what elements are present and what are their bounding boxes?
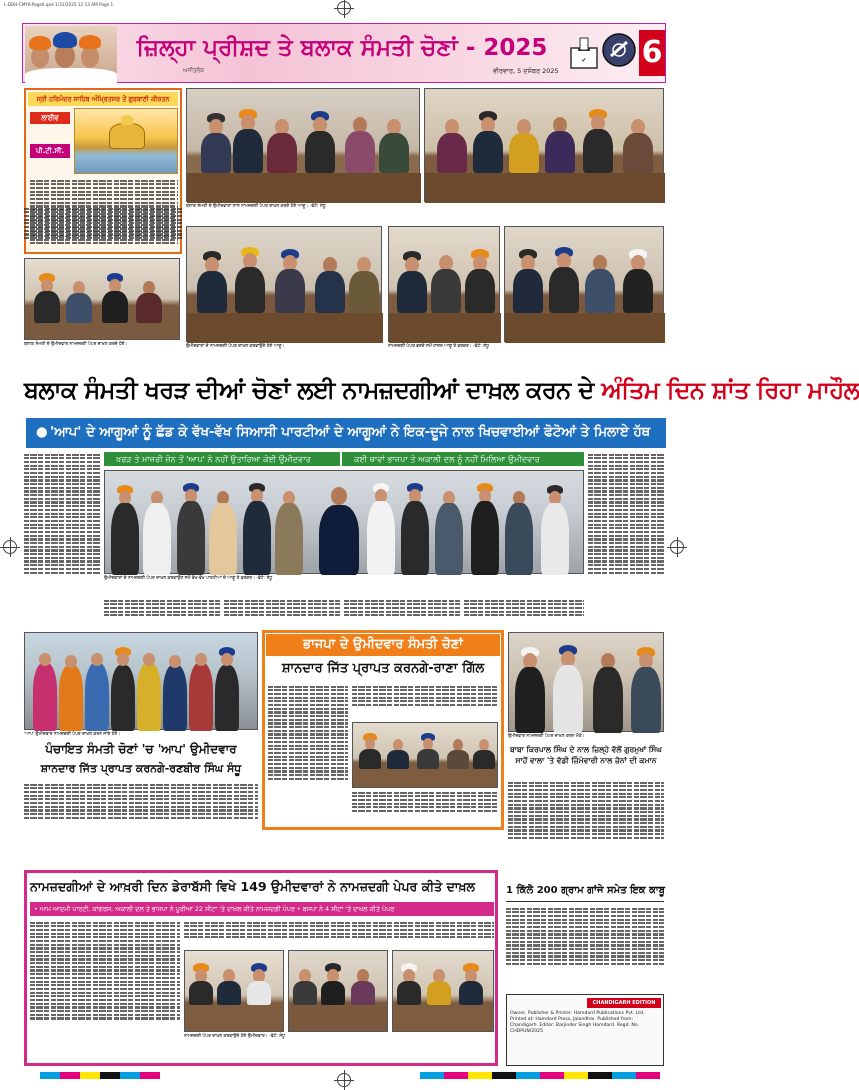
masthead-title: ਜ਼ਿਲ੍ਹਾ ਪ੍ਰੀਸ਼ਦ ਤੇ ਬਲਾਕ ਸੰਮਤੀ ਚੋਣਾਂ - 2025 <box>136 35 548 61</box>
main-story-column-mid2 <box>224 598 340 626</box>
aap-story-text <box>24 782 258 834</box>
derabassi-text-left <box>30 920 180 1062</box>
svg-text:✔: ✔ <box>581 57 587 64</box>
main-story-column-mid3 <box>344 598 460 626</box>
ad-banner: ਸ੍ਰੀ ਹਰਿਮੰਦਰ ਸਾਹਿਬ ਅੰਮ੍ਰਿਤਸਰ ਤੋਂ ਗੁਰਬਾਣੀ ਕੀਰਤਨ <box>28 92 178 106</box>
registration-mark-icon <box>337 1 351 15</box>
bjp-story-text-left <box>268 684 348 824</box>
publication-name: ਅਜੀਤਲੋਕ <box>183 68 204 74</box>
main-headline-part2: ਅੰਤਿਮ ਦਿਨ ਸ਼ਾਂਤ ਰਿਹਾ ਮਾਹੌਲ <box>601 376 859 404</box>
photo-nomination-office-1 <box>186 88 420 202</box>
caption-section3-left: 'ਆਪ' ਉਮੀਦਵਾਰ ਨਾਮਜ਼ਦਗੀ ਪੇਪਰ ਦਾਖ਼ਲ ਕਰਨ ਜਾਂਦੇ ਹੋਏ। <box>24 732 121 737</box>
photo-candidates-right-2 <box>504 226 664 342</box>
main-headline-part1: ਬਲਾਕ ਸੰਮਤੀ ਖਰੜ ਦੀਆਂ ਚੋਣਾਂ ਲਈ ਨਾਮਜ਼ਦਗੀਆਂ ਦਾਖ਼ਲ ਕਰਨ ਦੇ <box>24 376 602 404</box>
voting-stamp-icon <box>601 32 637 68</box>
photo-nomination-office-2 <box>424 88 664 202</box>
photo-derabassi-2 <box>288 950 388 1032</box>
golden-temple-image <box>74 108 178 174</box>
photo-derabassi-3 <box>392 950 494 1032</box>
slug-line: L-DDH-CMYK-Page6.qxd 1/31/2025 12:13 AM Page 1 <box>4 2 114 7</box>
caption-top-row: ਬਲਾਕ ਸੰਮਤੀ ਦੇ ਉਮੀਦਵਾਰਾਂ ਨਾਲ ਨਾਮਜ਼ਦਗੀ ਪੇਪਰ ਦਾਖ਼ਲ ਕਰਦੇ ਹੋਏ ਆਗੂ। -ਫੋਟੋ: ਸੰਧੂ <box>186 204 326 209</box>
photo-candidates-left <box>24 258 180 340</box>
issue-date: ਵੀਰਵਾਰ, 5 ਦਸੰਬਰ 2025 <box>493 67 559 75</box>
leader-portraits <box>25 26 117 82</box>
registration-mark-icon <box>3 540 17 554</box>
ganja-story-text <box>506 906 664 990</box>
derabassi-subline: • ਆਮ ਆਦਮੀ ਪਾਰਟੀ, ਕਾਂਗਰਸ, ਅਕਾਲੀ ਦਲ ਤੇ ਭਾਜਪਾ ਨੇ ਪੂਰੀਆਂ 22 ਸੀਟਾਂ 'ਤੇ ਦਾਖ਼ਲ ਕੀਤੇ ਨਾਮਜ਼ਦਗੀ ਪੇਪਰ • ਬਸਪਾ ਨੇ 4 ਸੀਟਾਂ 'ਤੇ ਦਾਖ਼ਲ ਕੀਤੇ ਪੇਪਰ <box>30 902 494 916</box>
color-calibration-bar-left <box>40 1072 160 1079</box>
photo-party-leaders-group <box>104 470 584 574</box>
derabassi-text-right <box>184 920 494 946</box>
strip-left: ਖਰੜ ਤੇ ਮਾਜਰੀ ਜ਼ੋਨ ਤੋਂ 'ਆਪ' ਨੇ ਨਹੀਂ ਉਤਾਰਿਆ ਕੋਈ ਉਮੀਦਵਾਰ <box>104 452 340 466</box>
main-subheadline-ribbon <box>26 418 666 448</box>
derabassi-headline: ਨਾਮਜ਼ਦਗੀਆਂ ਦੇ ਆਖ਼ਰੀ ਦਿਨ ਡੇਰਾਬੱਸੀ ਵਿਖੇ 149 ਉਮੀਦਵਾਰਾਂ ਨੇ ਨਾਮਜ਼ਦਗੀ ਪੇਪਰ ਕੀਤੇ ਦਾਖ਼ਲ <box>30 879 476 894</box>
bullet-icon: ● <box>36 425 48 440</box>
bjp-headline-line2: ਸ਼ਾਨਦਾਰ ਜਿੱਤ ਪ੍ਰਾਪਤ ਕਰਨਗੇ-ਰਾਣਾ ਗਿੱਲ <box>281 661 485 676</box>
right-story-text <box>508 780 664 864</box>
right-story-headline: ਬਾਬਾ ਕਿਰਪਾਲ ਸਿੰਘ ਦੇ ਨਾਲ ਜ਼ਿਲ੍ਹੇ ਵੱਲੋਂ ਗੁਰਮੁਖਾਂ ਸਿੰਘ ਸਾਹੋਂ ਵਾਲਾ 'ਤੇ ਵੱਡੀ ਜ਼ਿੰਮੇਵਾਰੀ ਨਾਲ ਜ਼ੋਨਾਂ ਦੀ ਕਮਾਨ <box>510 745 662 765</box>
photo-aap-rally <box>24 632 258 730</box>
photo-candidates-right-1 <box>388 226 500 342</box>
main-story-column-right <box>588 452 664 624</box>
aap-headline-line2: ਸ਼ਾਨਦਾਰ ਜਿੱਤ ਪ੍ਰਾਪਤ ਕਰਨਗੇ-ਰਣਬੀਰ ਸਿੰਘ ਸੰਧੂ <box>40 762 242 775</box>
photo-derabassi-1 <box>184 950 284 1032</box>
color-calibration-bar-right <box>420 1072 660 1079</box>
caption-section4-photos: ਨਾਮਜ਼ਦਗੀ ਪੇਪਰ ਦਾਖ਼ਲ ਕਰਵਾਉਂਦੇ ਹੋਏ ਉਮੀਦਵਾਰ। -ਫੋਟੋ: ਸੰਧੂ <box>184 1034 285 1039</box>
main-headline <box>24 369 859 411</box>
ganja-headline: 1 ਕਿੱਲੋ 200 ਗ੍ਰਾਮ ਗਾਂਜੇ ਸਮੇਤ ਇਕ ਕਾਬੂ <box>506 880 664 902</box>
ad-channel-badge: ਪੀ.ਟੀ.ਸੀ. <box>30 144 70 158</box>
masthead <box>22 23 666 83</box>
imprint-label: CHANDIGARH EDITION <box>587 998 661 1008</box>
column-text-top-left <box>24 206 182 254</box>
strip-right: ਕਈ ਥਾਵਾਂ ਭਾਜਪਾ ਤੇ ਅਕਾਲੀ ਦਲ ਨੂੰ ਨਹੀਂ ਮਿਲਿਆ ਉਮੀਦਵਾਰ <box>342 452 584 466</box>
main-story-column-left <box>24 452 100 624</box>
page-number: 6 <box>639 30 665 76</box>
caption-section2-photo: ਉਮੀਦਵਾਰਾਂ ਦੇ ਨਾਮਜ਼ਦਗੀ ਪੇਪਰ ਦਾਖ਼ਲ ਕਰਵਾਉਣ ਸਮੇਂ ਵੱਖ-ਵੱਖ ਪਾਰਟੀਆਂ ਦੇ ਆਗੂ ਤੇ ਵਰਕਰ। -ਫੋਟੋ: ਸੰਧੂ <box>104 576 273 581</box>
caption-middle-left: ਬਲਾਕ ਸੰਮਤੀ ਦੇ ਉਮੀਦਵਾਰ ਨਾਮਜ਼ਦਗੀ ਪੇਪਰ ਦਾਖ਼ਲ ਕਰਦੇ ਹੋਏ। <box>24 342 128 347</box>
ad-live-label: ਲਾਈਵ <box>30 112 70 124</box>
imprint-box <box>506 994 664 1066</box>
main-story-column-mid4 <box>464 598 584 626</box>
bjp-headline-line1: ਭਾਜਪਾ ਦੇ ਉਮੀਦਵਾਰ ਸੰਮਤੀ ਚੋਣਾਂ <box>266 634 500 656</box>
bjp-story-text-top <box>352 684 498 720</box>
aap-headline-line1: ਪੰਚਾਇਤ ਸੰਮਤੀ ਚੋਣਾਂ 'ਚ 'ਆਪ' ਉਮੀਦਵਾਰ <box>45 742 237 756</box>
registration-mark-icon <box>337 1073 351 1087</box>
registration-mark-icon <box>670 540 684 554</box>
caption-section3-right: ਉਮੀਦਵਾਰ ਨਾਮਜ਼ਦਗੀ ਪੇਪਰ ਦਾਖ਼ਲ ਕਰਨ ਮੌਕੇ। <box>508 734 585 739</box>
caption-middle-center: ਉਮੀਦਵਾਰਾਂ ਦੇ ਨਾਮਜ਼ਦਗੀ ਪੇਪਰ ਦਾਖ਼ਲ ਕਰਵਾਉਂਦੇ ਹੋਏ ਆਗੂ। <box>186 344 285 349</box>
photo-bjp-nomination <box>352 722 498 788</box>
photo-candidates-center <box>186 226 382 342</box>
bjp-story-text-bottom <box>352 790 498 826</box>
caption-middle-right: ਨਾਮਜ਼ਦਗੀ ਪੇਪਰ ਭਰਦੇ ਸਮੇਂ ਹਾਜ਼ਰ ਆਗੂ ਤੇ ਵਰਕਰ। -ਫੋਟੋ: ਸੰਧੂ <box>388 344 489 349</box>
main-story-column-mid1 <box>104 598 220 626</box>
ballot-box-icon <box>569 36 599 70</box>
main-subheadline: 'ਆਪ' ਦੇ ਆਗੂਆਂ ਨੂੰ ਛੱਡ ਕੇ ਵੱਖ-ਵੱਖ ਸਿਆਸੀ ਪਾਰਟੀਆਂ ਦੇ ਆਗੂਆਂ ਨੇ ਇਕ-ਦੂਜੇ ਨਾਲ ਖਿਚਵਾਈਆਂ ਫੋਟੋਆਂ ਤੇ ਮਿਲਾਏ ਹੱਥ <box>50 425 651 440</box>
imprint-text: Owner, Publisher & Printer: Hamdard Publications Pvt. Ltd. Printed at: Hamdard Press, Jalandhar. Published from: Chandigarh. Editor: Barjinder Singh Hamdard. Regd. No. CHDPUN/2025 <box>510 1011 645 1034</box>
photo-right-leaders <box>508 632 664 732</box>
